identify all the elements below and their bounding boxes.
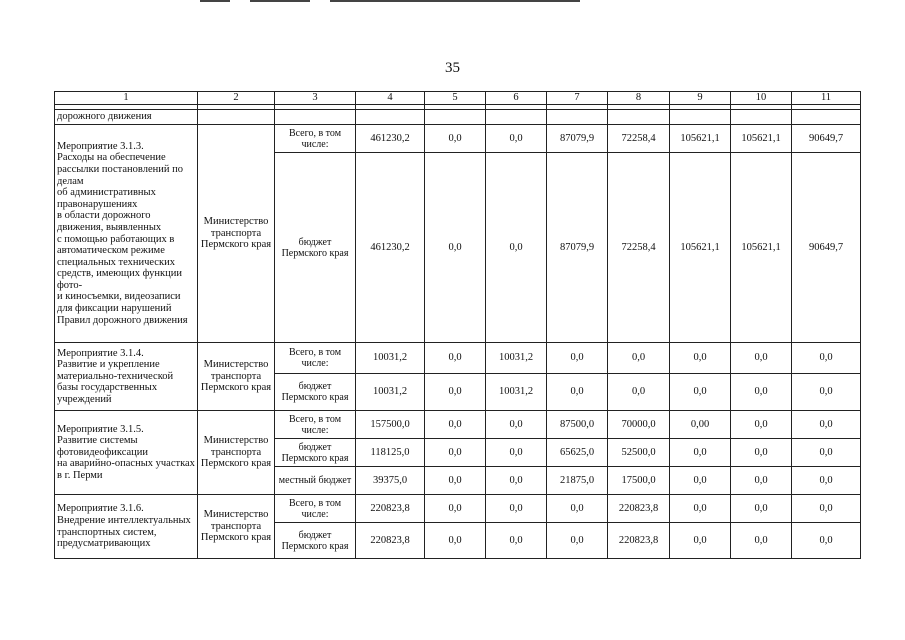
table-row: [55, 125, 861, 153]
budget-table: [54, 91, 861, 559]
cell-value: 0,0: [731, 343, 792, 374]
cell-value: 0,0: [670, 439, 731, 467]
cell-value: 220823,8: [608, 495, 670, 523]
measure-name: Мероприятие 3.1.3. Расходы на обеспечение рассылки постановлений по делам об административных правонарушениях в области дорожного движения, выявленных с помощью работающих в автоматическом режиме специальных технических средств, имеющих функции фото- и киносъемки, видеозаписи для фиксации нарушений Правил дорожного движения: [55, 125, 198, 343]
cell-value: 70000,0: [608, 411, 670, 439]
cell-value: 220823,8: [608, 523, 670, 559]
cell-value: 87079,9: [547, 153, 608, 343]
cell-value: 0,0: [731, 495, 792, 523]
cell-value: 0,0: [425, 523, 486, 559]
cell-value: 10031,2: [356, 343, 425, 374]
col-header: 9: [670, 92, 731, 105]
cell-value: 21875,0: [547, 467, 608, 495]
cell-value: 0,0: [486, 439, 547, 467]
col-header: 2: [198, 92, 275, 105]
cell-value: 0,0: [608, 343, 670, 374]
cell-value: 0,0: [731, 411, 792, 439]
funding-source: местный бюджет: [275, 467, 356, 495]
cell-value: 0,0: [670, 467, 731, 495]
cell-value: 72258,4: [608, 153, 670, 343]
cell-value: 157500,0: [356, 411, 425, 439]
cell-value: 105621,1: [731, 125, 792, 153]
cell-value: 105621,1: [670, 153, 731, 343]
scan-edge-artifact: [200, 0, 600, 3]
table-row: [55, 495, 861, 523]
cell-value: 0,0: [486, 523, 547, 559]
cell-value: 0,0: [731, 467, 792, 495]
cell-value: 0,0: [670, 523, 731, 559]
cell-value: 0,0: [547, 495, 608, 523]
table-row: [55, 343, 861, 374]
table-row: [55, 110, 861, 125]
cell-value: 0,0: [425, 467, 486, 495]
cell-value: 0,0: [547, 523, 608, 559]
cell-value: 105621,1: [731, 153, 792, 343]
executor: Министерство транспорта Пермского края: [198, 495, 275, 559]
cell-value: 0,0: [731, 523, 792, 559]
cell-value: 90649,7: [792, 153, 861, 343]
cell-value: 461230,2: [356, 153, 425, 343]
cell-value: 0,0: [486, 153, 547, 343]
cell-value: 65625,0: [547, 439, 608, 467]
cell-value: 0,0: [670, 343, 731, 374]
cell-value: 0,0: [608, 374, 670, 411]
cell-value: 72258,4: [608, 125, 670, 153]
funding-source: Всего, в том числе:: [275, 495, 356, 523]
cell-value: 461230,2: [356, 125, 425, 153]
cell-value: 17500,0: [608, 467, 670, 495]
funding-source: Всего, в том числе:: [275, 343, 356, 374]
cell-value: 0,0: [425, 439, 486, 467]
col-header: 7: [547, 92, 608, 105]
cell-value: 39375,0: [356, 467, 425, 495]
cell-value: 10031,2: [356, 374, 425, 411]
col-header: 10: [731, 92, 792, 105]
cell-value: 0,0: [547, 343, 608, 374]
cell-value: 0,0: [486, 411, 547, 439]
measure-name: Мероприятие 3.1.6. Внедрение интеллектуальных транспортных систем, предусматривающих: [55, 495, 198, 559]
cell-value: 220823,8: [356, 495, 425, 523]
cell-value: 87500,0: [547, 411, 608, 439]
funding-source: Всего, в том числе:: [275, 411, 356, 439]
col-header: 6: [486, 92, 547, 105]
funding-source: бюджет Пермского края: [275, 523, 356, 559]
cell-value: 0,0: [425, 495, 486, 523]
cell-value: 105621,1: [670, 125, 731, 153]
cell-value: 0,0: [670, 374, 731, 411]
col-header: 8: [608, 92, 670, 105]
cell-value: 0,0: [486, 125, 547, 153]
col-header: 3: [275, 92, 356, 105]
cell-value: 0,0: [425, 125, 486, 153]
cell-value: 118125,0: [356, 439, 425, 467]
col-header: 1: [55, 92, 198, 105]
funding-source: бюджет Пермского края: [275, 153, 356, 343]
executor: Министерство транспорта Пермского края: [198, 125, 275, 343]
page-number: 35: [445, 60, 460, 76]
col-header: 11: [792, 92, 861, 105]
cell-value: 0,0: [547, 374, 608, 411]
cell-value: 0,0: [425, 343, 486, 374]
cell-value: 0,0: [486, 467, 547, 495]
col-header: 5: [425, 92, 486, 105]
measure-name: Мероприятие 3.1.4. Развитие и укрепление материально-технической базы государственных учреждений: [55, 343, 198, 411]
cell-value: 10031,2: [486, 374, 547, 411]
cell-value: 220823,8: [356, 523, 425, 559]
cell-value: 0,0: [425, 374, 486, 411]
cell-value: 0,0: [792, 439, 861, 467]
continuation-text: дорожного движения: [55, 110, 198, 125]
executor: Министерство транспорта Пермского края: [198, 411, 275, 495]
cell-value: 0,0: [792, 374, 861, 411]
cell-value: 0,0: [731, 439, 792, 467]
cell-value: 10031,2: [486, 343, 547, 374]
cell-value: 0,0: [792, 523, 861, 559]
col-header: 4: [356, 92, 425, 105]
funding-source: бюджет Пермского края: [275, 439, 356, 467]
table-row: [55, 411, 861, 439]
cell-value: 0,0: [486, 495, 547, 523]
cell-value: 0,0: [792, 343, 861, 374]
cell-value: 0,00: [670, 411, 731, 439]
cell-value: 0,0: [792, 495, 861, 523]
table-header-row: [55, 92, 861, 105]
cell-value: 0,0: [425, 153, 486, 343]
funding-source: Всего, в том числе:: [275, 125, 356, 153]
funding-source: бюджет Пермского края: [275, 374, 356, 411]
cell-value: 0,0: [792, 411, 861, 439]
cell-value: 0,0: [792, 467, 861, 495]
cell-value: 0,0: [425, 411, 486, 439]
executor: Министерство транспорта Пермского края: [198, 343, 275, 411]
cell-value: 87079,9: [547, 125, 608, 153]
cell-value: 0,0: [731, 374, 792, 411]
cell-value: 0,0: [670, 495, 731, 523]
measure-name: Мероприятие 3.1.5. Развитие системы фотовидеофиксации на аварийно-опасных участках в г. Перми: [55, 411, 198, 495]
cell-value: 90649,7: [792, 125, 861, 153]
cell-value: 52500,0: [608, 439, 670, 467]
